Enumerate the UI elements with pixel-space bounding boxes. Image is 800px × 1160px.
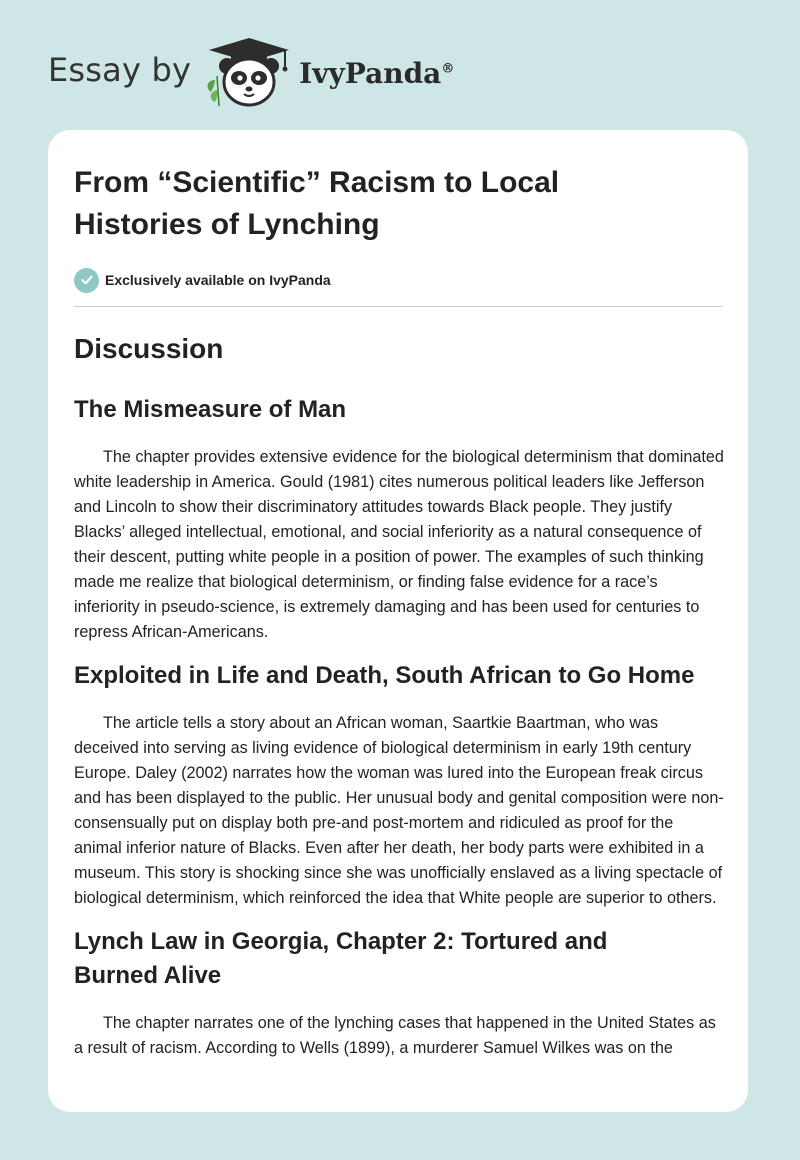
divider — [74, 306, 722, 307]
text-line: deceived into serving as living evidence of biological determinism in early 19th century — [74, 739, 692, 757]
brand-name[interactable]: IvyPanda® — [299, 56, 455, 90]
title-line-2: Histories of Lynching — [74, 208, 380, 241]
exclusive-badge — [74, 266, 724, 294]
text-line: superior to others. — [585, 889, 717, 907]
text-line: The chapter narrates one of the lynching cases that happened in the United States — [103, 1014, 695, 1032]
text-line: consequence of their descent, putting white people in a position of power. The — [74, 523, 702, 566]
site-header — [48, 36, 454, 108]
paragraph — [74, 1011, 724, 1061]
essay-card — [48, 130, 748, 1112]
badge-label: Exclusively available on IvyPanda — [105, 272, 331, 288]
text-line: like Jefferson and Lincoln to show their discriminatory attitudes towards Black people. — [74, 473, 705, 516]
text-line: spectacle of biological determinism, which reinforced the idea that White people are — [74, 864, 723, 907]
text-line: The chapter provides extensive evidence for the biological determinism that — [103, 448, 644, 466]
text-line: the animal inferior nature of Blacks. Even after her death, her body parts were exhibited — [74, 814, 674, 857]
registered-mark: ® — [441, 61, 455, 77]
text-line: used for centuries to repress African-Americans. — [74, 598, 700, 641]
subsection-heading: Exploited in Life and Death, South African to Go Home — [74, 662, 695, 689]
text-line: and has been displayed to the public. Her unusual body and genital composition were — [74, 789, 687, 807]
text-line: in a museum. This story is shocking since she was unofficially enslaved as a living — [74, 839, 704, 882]
text-line: non-consensually put on display both pre-and post-mortem and ridiculed as proof for — [74, 789, 724, 832]
subsection-heading — [74, 925, 724, 993]
text-line: as a result of racism. According to Wells (1899), a murderer Samuel Wilkes was on the — [74, 1014, 716, 1057]
paragraph — [74, 445, 724, 645]
heading-line: Burned Alive — [74, 962, 222, 989]
page-title — [74, 162, 724, 246]
paragraph — [74, 711, 724, 911]
panda-logo-icon[interactable] — [203, 36, 295, 108]
text-line: The article tells a story about an African woman, Saartkie Baartman, who was — [103, 714, 659, 732]
text-line: Europe. Daley (2002) narrates how the woman was lured into the European freak circus — [74, 764, 703, 782]
subsection-heading: The Mismeasure of Man — [74, 396, 347, 423]
heading-line: Lynch Law in Georgia, Chapter 2: Tortured and — [74, 928, 608, 955]
section-heading: Discussion — [74, 333, 224, 364]
title-line-1: From “Scientific” Racism to Local — [74, 166, 560, 199]
text-line: evidence for a race’s inferiority in pseudo-science, is extremely damaging and has been — [74, 573, 658, 616]
text-line: They justify Blacks’ alleged intellectual, emotional, and social inferiority as a natural — [74, 498, 673, 541]
text-line: dominated white leadership in America. Gould (1981) cites numerous political leaders — [74, 448, 724, 491]
text-line: examples of such thinking made me realize that biological determinism, or finding false — [74, 548, 704, 591]
essay-by-label: Essay by — [48, 51, 192, 89]
check-circle-icon — [74, 268, 99, 293]
